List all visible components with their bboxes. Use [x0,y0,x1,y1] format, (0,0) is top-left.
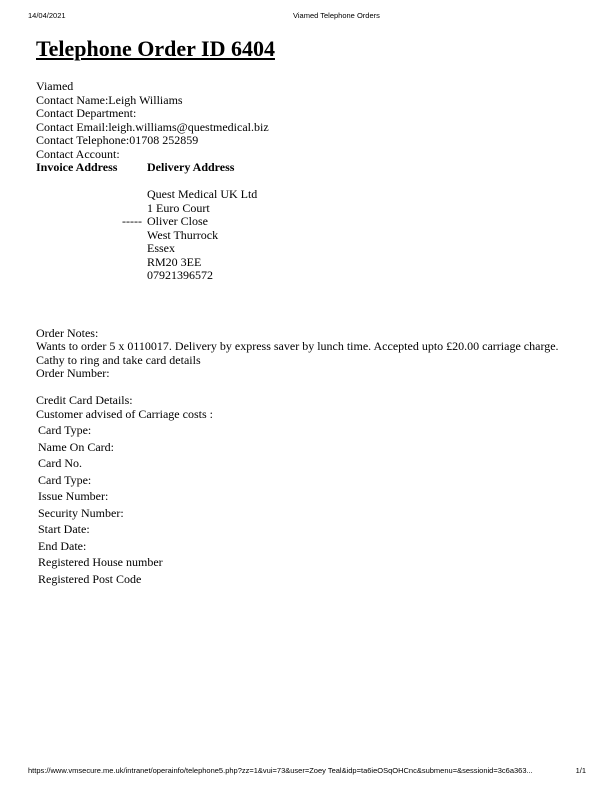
contact-name: Contact Name:Leigh Williams [36,92,183,107]
end-date-label: End Date: [38,538,87,553]
invoice-address-dashes: ----- [122,214,142,228]
delivery-address-header: Delivery Address [147,160,235,174]
card-type-label: Card Type: [38,423,92,437]
order-number-label: Order Number: [36,366,110,380]
delivery-address-line: 1 Euro Court [147,200,210,215]
print-footer-url: https://www.vmsecure.me.uk/intranet/operainfo/telephone5.php?zz=1&vui=73&user=Zoey Teal&idp=ta6ieOSqOHCnc&submenu=&sessionid=3c6a363... [28,766,533,775]
registered-house-number-label: Registered House number [38,555,163,569]
invoice-address-header: Invoice Address [36,160,118,174]
contact-company: Viamed [36,79,74,93]
page-title: Telephone Order ID 6404 [36,36,275,61]
invoice-address-line [36,229,147,243]
start-date-label: Start Date: [38,522,90,536]
address-row [36,175,580,189]
contact-block [36,80,580,161]
invoice-address-line [36,269,147,283]
credit-card-block [36,394,580,587]
carriage-advised-note: Customer advised of Carriage costs : [36,406,213,421]
print-header-date: 14/04/2021 [28,11,66,20]
contact-department: Contact Department: [36,106,137,120]
invoice-address-line [36,202,147,216]
address-row [36,269,580,283]
address-header-row [36,161,580,175]
card-type-label: Card Type: [38,472,92,487]
print-footer-page-indicator: 1/1 [575,766,586,775]
credit-card-fields [36,422,580,587]
address-table [36,161,580,283]
delivery-address-line: West Thurrock [147,227,219,242]
delivery-address-line [147,175,580,189]
name-on-card-label: Name On Card: [38,439,114,454]
document-content [36,0,580,587]
invoice-address-line [36,256,147,270]
delivery-address-line: Oliver Close [147,214,208,228]
delivery-address-phone: 07921396572 [147,268,213,282]
order-notes-label: Order Notes: [36,325,99,340]
address-row [36,229,580,243]
invoice-address-line [36,188,147,202]
delivery-address-line: Quest Medical UK Ltd [147,187,258,201]
address-row [36,202,580,216]
registered-post-code-label: Registered Post Code [38,571,142,586]
order-note-text: Wants to order 5 x 0110017. Delivery by express saver by lunch time. Accepted upto £20.00 carriage charge. [36,339,559,353]
print-header-title: Viamed Telephone Orders [293,11,380,20]
address-row [36,256,580,270]
address-row [36,215,580,229]
contact-telephone: Contact Telephone:01708 252859 [36,133,199,147]
order-notes-block [36,327,580,381]
card-no-label: Card No. [38,456,82,470]
security-number-label: Security Number: [38,505,124,520]
invoice-address-line [36,175,147,189]
contact-email: Contact Email:leigh.williams@questmedical.biz [36,119,269,134]
delivery-address-line: Essex [147,241,175,255]
delivery-address-postcode: RM20 3EE [147,254,202,269]
issue-number-label: Issue Number: [38,489,109,503]
credit-card-title: Credit Card Details: [36,393,133,407]
order-note-text: Cathy to ring and take card details [36,352,201,367]
address-row [36,242,580,256]
contact-account: Contact Account: [36,146,120,161]
invoice-address-line [36,242,147,256]
address-row [36,188,580,202]
